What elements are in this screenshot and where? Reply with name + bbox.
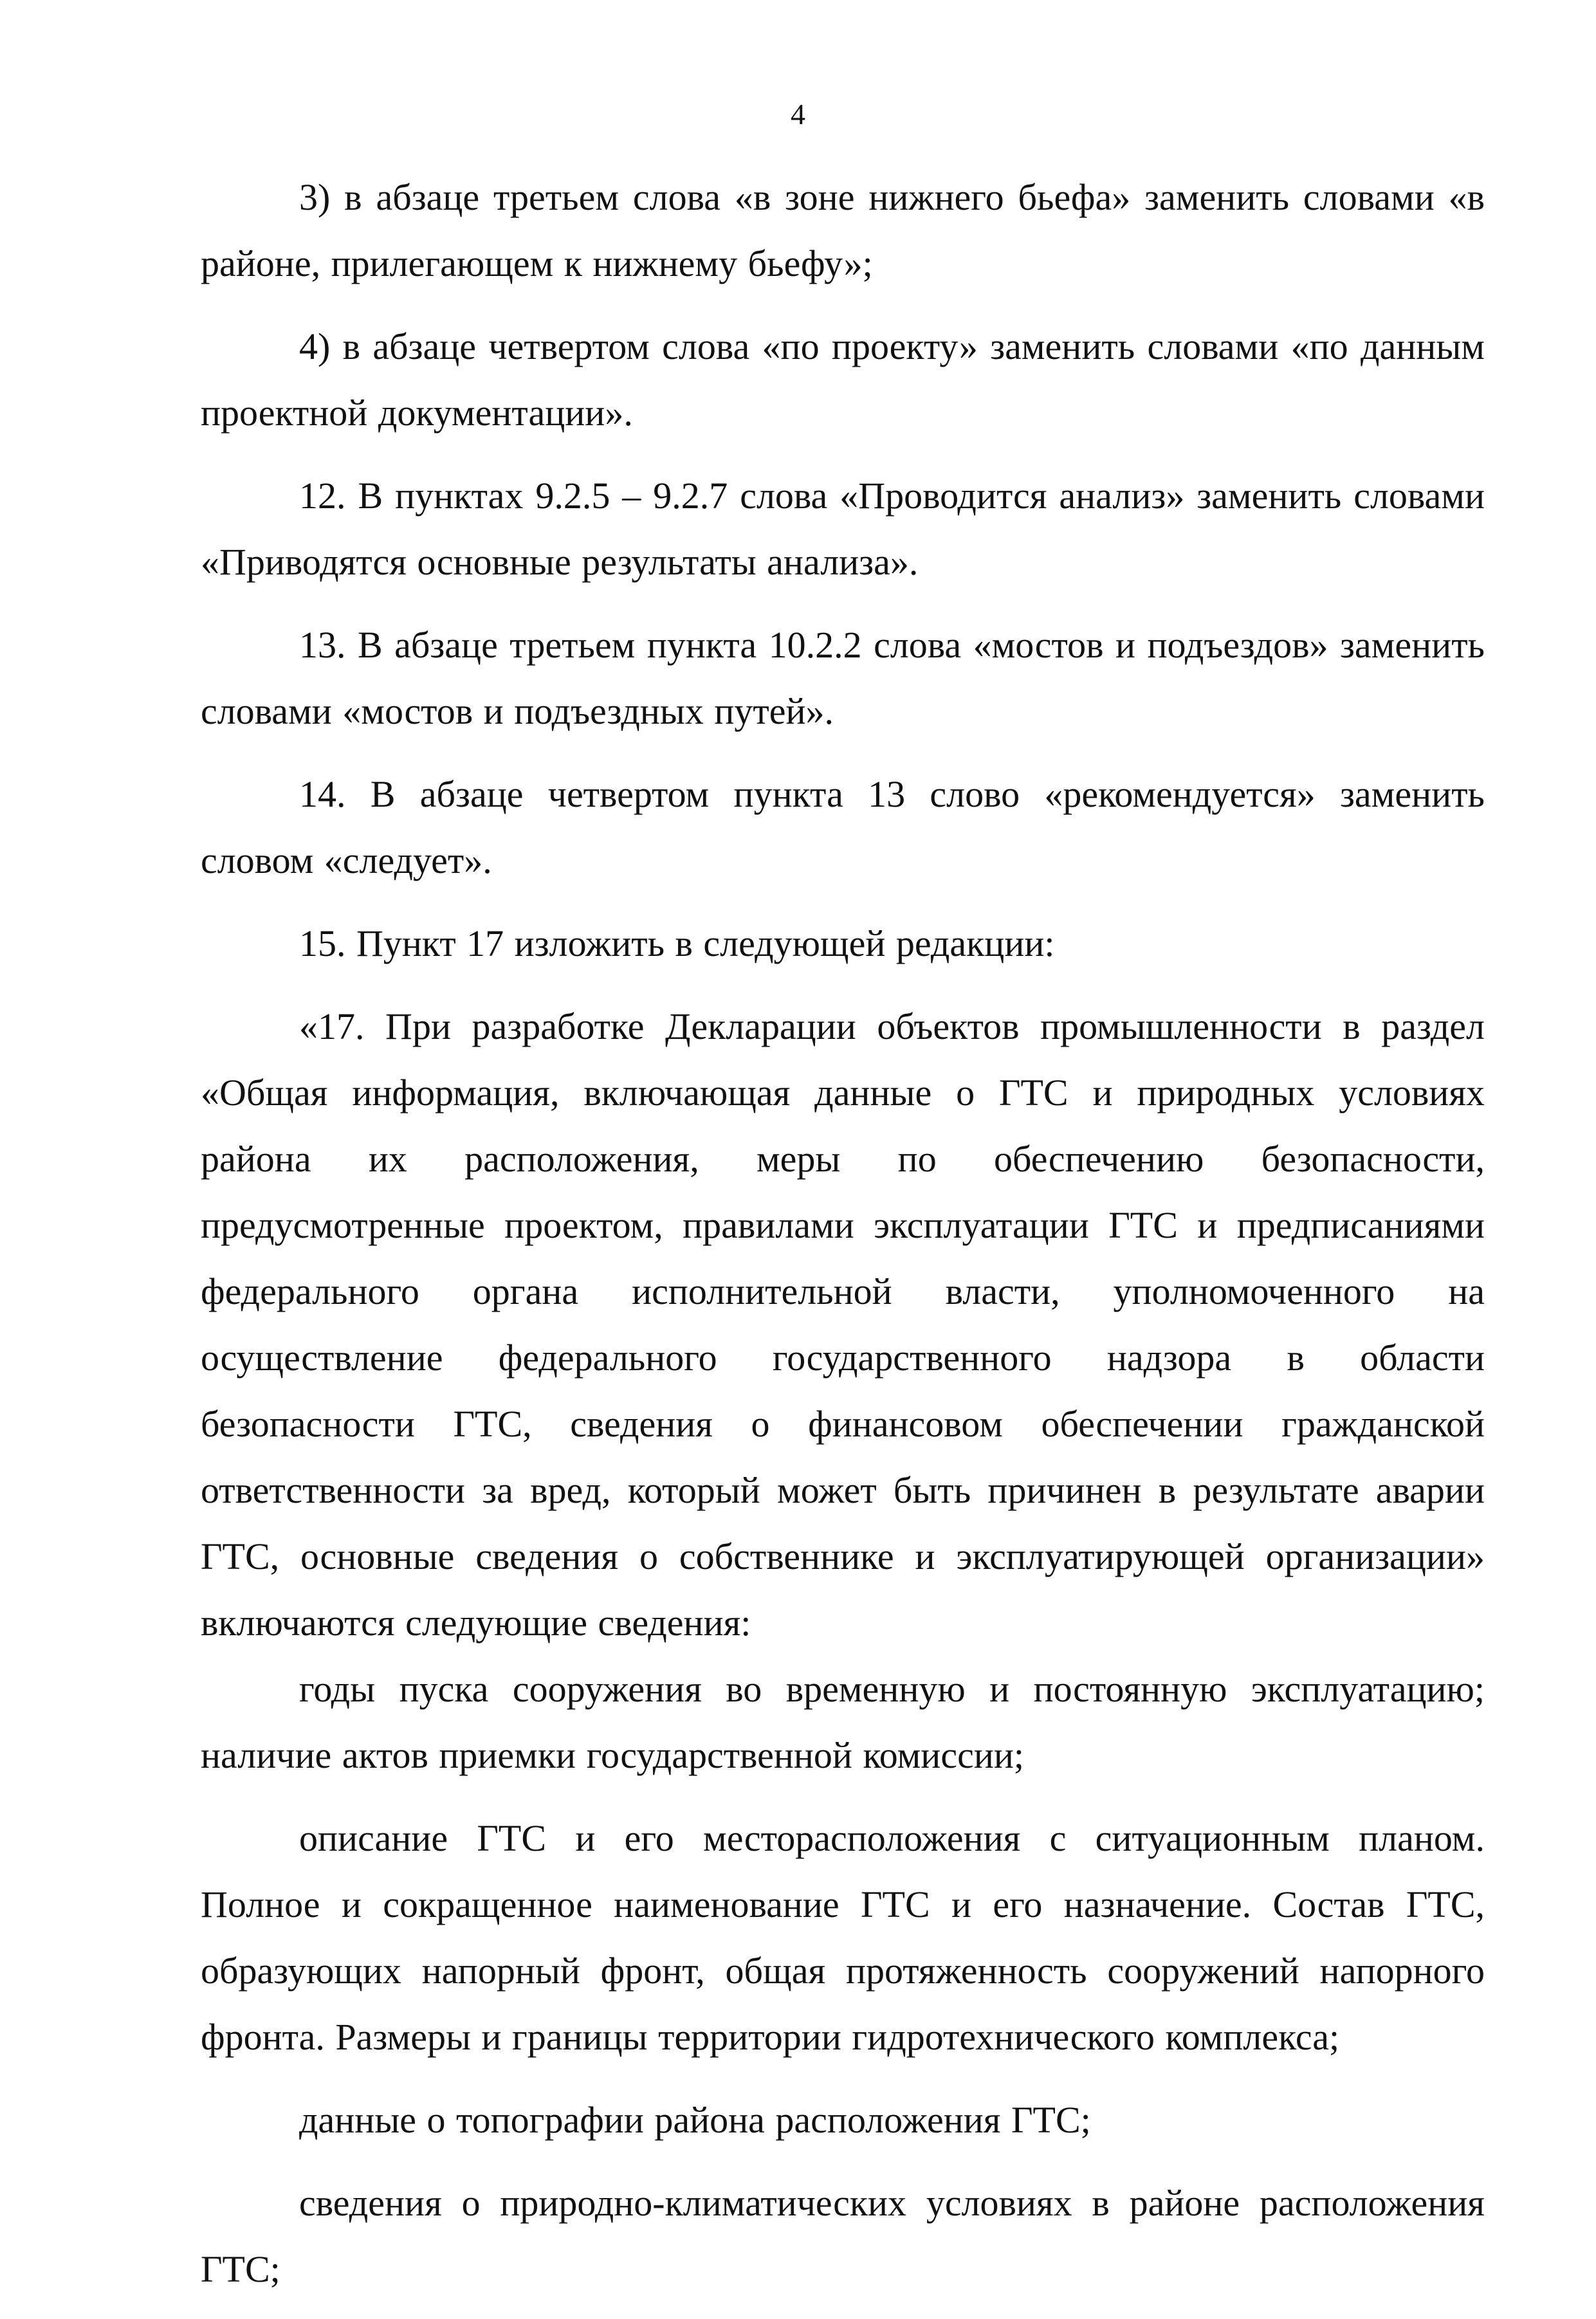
paragraph-13: 13. В абзаце третьем пункта 10.2.2 слова «мостов и подъездов» заменить словами «мостов и подъездных путей». — [201, 624, 1485, 732]
paragraph-topography: данные о топографии района расположения ГТС; — [299, 2099, 1091, 2141]
page-number: 4 — [791, 98, 805, 131]
paragraph-launch-years: годы пуска сооружения во временную и постоянную эксплуатацию; наличие актов приемки государственной комиссии; — [201, 1668, 1485, 1776]
paragraph-15: 15. Пункт 17 изложить в следующей редакции: — [299, 922, 1055, 964]
paragraph-climate: сведения о природно-климатических условиях в районе расположения ГТС; — [201, 2182, 1485, 2290]
paragraph-17-intro: «17. При разработке Декларации объектов промышленности в раздел «Общая информация, включающая данные о ГТС и природных условиях района их расположения, меры по обеспечению безопасности, предусмотренные проектом, правилами эксплуатации ГТС и предписаниями федерального органа исполнительной власти, уполномоченного на осуществление федерального государственного надзора в области безопасности ГТС, сведения о финансовом обеспечении гражданской ответственности за вред, который может быть причинен в результате аварии ГТС, основные сведения о собственнике и эксплуатирующей организации» включаются следующие сведения: — [201, 1005, 1485, 1644]
paragraph-item-3: 3) в абзаце третьем слова «в зоне нижнего бьефа» заменить словами «в районе, прилегающем к нижнему бьефу»; — [201, 176, 1485, 284]
paragraph-12: 12. В пунктах 9.2.5 – 9.2.7 слова «Проводится анализ» заменить словами «Приводятся основные результаты анализа». — [201, 475, 1485, 583]
paragraph-item-4: 4) в абзаце четвертом слова «по проекту» заменить словами «по данным проектной документации». — [201, 325, 1485, 434]
paragraph-gts-description: описание ГТС и его месторасположения с ситуационным планом. Полное и сокращенное наименование ГТС и его назначение. Состав ГТС, образующих напорный фронт, общая протяженность сооружений напорного фронта. Размеры и границы территории гидротехнического комплекса; — [201, 1817, 1485, 2058]
paragraph-14: 14. В абзаце четвертом пункта 13 слово «рекомендуется» заменить словом «следует». — [201, 773, 1485, 881]
document-body — [201, 164, 1485, 2319]
